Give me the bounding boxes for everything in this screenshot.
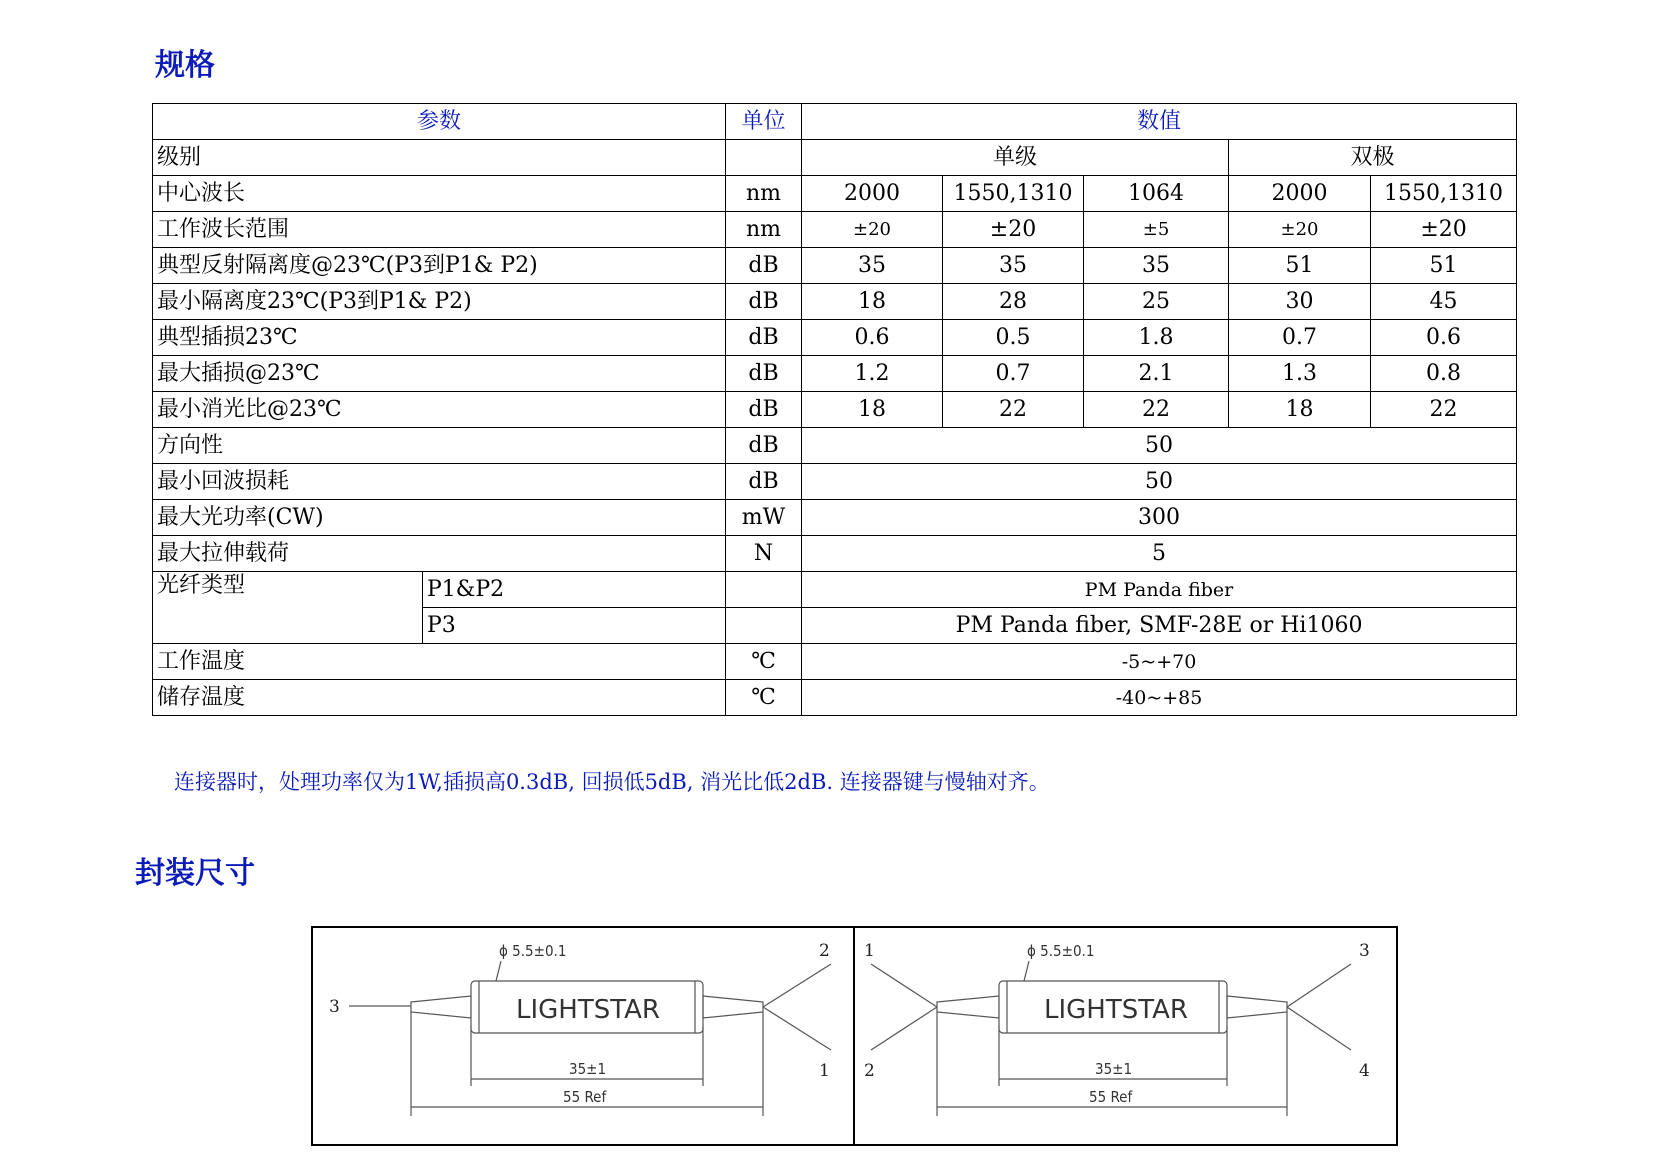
row-value: 0.6 (802, 320, 943, 356)
row-value: 35 (1084, 248, 1229, 284)
row-unit: N (726, 536, 802, 572)
package-drawings (311, 926, 1398, 1146)
table-row (153, 320, 1517, 356)
table-row (153, 644, 1517, 680)
row-label: 典型反射隔离度@23℃(P3到P1& P2) (153, 248, 726, 284)
row-unit: dB (726, 392, 802, 428)
row-value: 22 (1084, 392, 1229, 428)
row-value: 25 (1084, 284, 1229, 320)
table-row (153, 464, 1517, 500)
table-row (153, 248, 1517, 284)
port-label: 1 (864, 941, 875, 961)
brand-label: LIGHTSTAR (516, 995, 660, 1025)
row-unit: ℃ (726, 644, 802, 680)
row-label: 工作温度 (153, 644, 726, 680)
section-title-package: 封装尺寸 (135, 856, 255, 891)
row-label: 典型插损23℃ (153, 320, 726, 356)
row-label: 储存温度 (153, 680, 726, 716)
row-label: 最小回波损耗 (153, 464, 726, 500)
row-label: 最大光功率(CW) (153, 500, 726, 536)
fiber-p3-value: PM Panda fiber, SMF-28E or Hi1060 (802, 608, 1517, 644)
row-label: 最大插损@23℃ (153, 356, 726, 392)
row-value: 1.8 (1084, 320, 1229, 356)
table-row (153, 356, 1517, 392)
row-label: 最小隔离度23℃(P3到P1& P2) (153, 284, 726, 320)
diameter-label: ϕ 5.5±0.1 (499, 942, 567, 960)
port-label: 2 (864, 1061, 875, 1081)
row-unit: dB (726, 356, 802, 392)
row-value: 300 (802, 500, 1517, 536)
row-value: 18 (802, 284, 943, 320)
row-value: 22 (943, 392, 1084, 428)
row-value: 18 (802, 392, 943, 428)
row-unit: ℃ (726, 680, 802, 716)
row-value: 35 (802, 248, 943, 284)
row-label: 中心波长 (153, 176, 726, 212)
row-value: ±20 (943, 212, 1084, 248)
grade-dual: 双极 (1229, 140, 1517, 176)
row-unit: nm (726, 212, 802, 248)
row-value: 51 (1229, 248, 1371, 284)
table-row-grade (153, 140, 1517, 176)
total-length-label: 55 Ref (1089, 1088, 1133, 1106)
row-value: 1.3 (1229, 356, 1371, 392)
row-value: 28 (943, 284, 1084, 320)
body-length-label: 35±1 (1095, 1060, 1133, 1078)
connector-note: 连接器时，处理功率仅为1W,插损高0.3dB, 回损低5dB, 消光比低2dB. 连接器键与慢轴对齐。 (174, 770, 1050, 794)
body-length-label: 35±1 (569, 1060, 607, 1078)
row-value: 1550,1310 (943, 176, 1084, 212)
row-unit: dB (726, 428, 802, 464)
table-header-row (153, 104, 1517, 140)
fiber-p12-value: PM Panda fiber (802, 572, 1517, 608)
fiber-p3-unit (726, 608, 802, 644)
row-unit: dB (726, 464, 802, 500)
row-label: 最大拉伸载荷 (153, 536, 726, 572)
row-value: 45 (1371, 284, 1517, 320)
row-label: 工作波长范围 (153, 212, 726, 248)
spec-table (152, 103, 1517, 716)
port-label: 4 (1359, 1061, 1370, 1081)
port-label: 1 (819, 1061, 830, 1081)
row-value: 50 (802, 464, 1517, 500)
row-value: ±5 (1084, 212, 1229, 248)
row-value: 2000 (1229, 176, 1371, 212)
row-value: ±20 (802, 212, 943, 248)
row-unit: nm (726, 176, 802, 212)
row-value: 18 (1229, 392, 1371, 428)
diameter-label: ϕ 5.5±0.1 (1027, 942, 1095, 960)
row-value: 51 (1371, 248, 1517, 284)
row-value: 35 (943, 248, 1084, 284)
grade-unit (726, 140, 802, 176)
table-row (153, 212, 1517, 248)
row-value: 5 (802, 536, 1517, 572)
row-value: 1064 (1084, 176, 1229, 212)
fiber-p12-unit (726, 572, 802, 608)
table-row (153, 284, 1517, 320)
fiber-label: 光纤类型 (153, 572, 423, 644)
fiber-p3-label: P3 (423, 608, 726, 644)
row-value: 2000 (802, 176, 943, 212)
brand-label: LIGHTSTAR (1044, 995, 1188, 1025)
row-value: 0.5 (943, 320, 1084, 356)
row-value: -5~+70 (802, 644, 1517, 680)
row-value: -40~+85 (802, 680, 1517, 716)
row-unit: dB (726, 320, 802, 356)
table-row-fiber (153, 572, 1517, 608)
grade-label: 级别 (153, 140, 726, 176)
fiber-p12-label: P1&P2 (423, 572, 726, 608)
total-length-label: 55 Ref (563, 1088, 607, 1106)
table-row (153, 536, 1517, 572)
row-unit: dB (726, 284, 802, 320)
table-row (153, 428, 1517, 464)
table-row (153, 680, 1517, 716)
port-label: 2 (819, 941, 830, 961)
row-value: 0.7 (1229, 320, 1371, 356)
header-value: 数值 (802, 104, 1517, 140)
row-value: 0.8 (1371, 356, 1517, 392)
row-value: 0.6 (1371, 320, 1517, 356)
row-value: ±20 (1229, 212, 1371, 248)
row-label: 方向性 (153, 428, 726, 464)
table-row (153, 392, 1517, 428)
table-row-wavelength (153, 176, 1517, 212)
section-title-spec: 规格 (155, 48, 215, 83)
row-unit: dB (726, 248, 802, 284)
table-row (153, 500, 1517, 536)
port-label: 3 (1359, 941, 1370, 961)
row-value: 50 (802, 428, 1517, 464)
row-value: 22 (1371, 392, 1517, 428)
header-unit: 单位 (726, 104, 802, 140)
row-value: 1550,1310 (1371, 176, 1517, 212)
row-value: 0.7 (943, 356, 1084, 392)
row-value: ±20 (1371, 212, 1517, 248)
grade-single: 单级 (802, 140, 1229, 176)
row-value: 2.1 (1084, 356, 1229, 392)
header-param: 参数 (153, 104, 726, 140)
row-value: 30 (1229, 284, 1371, 320)
row-value: 1.2 (802, 356, 943, 392)
row-unit: mW (726, 500, 802, 536)
port-label: 3 (329, 997, 340, 1017)
row-label: 最小消光比@23℃ (153, 392, 726, 428)
